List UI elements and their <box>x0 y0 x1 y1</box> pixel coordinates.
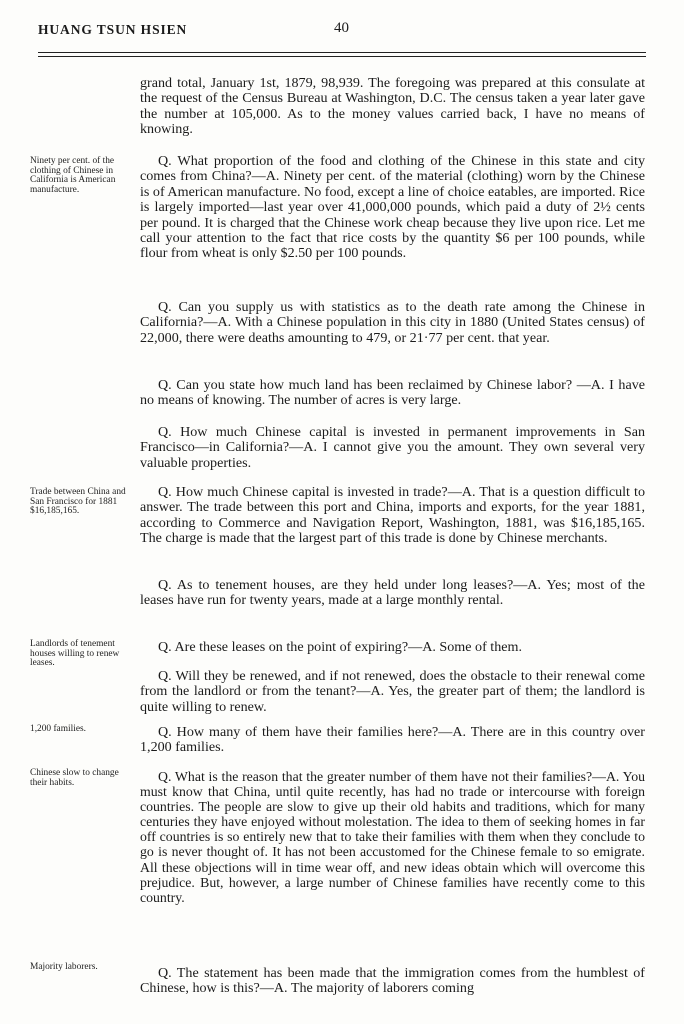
paragraph-capital-trade: Q. How much Chinese capital is invested in trade?—A. That is a question difficult to answer. The trade between this port and China, imports and exports, for the year 1881, according to Commerce and Navigation Report, Washington, 1881, was $16,185,165. The charge is made that the largest part of this trade is done by Chinese merchants. <box>140 484 645 547</box>
paragraph-renewal: Q. Will they be renewed, and if not renewed, does the obstacle to their renewal come from the landlord or from the tenant?—A. Yes, the greater part of them; the landlord is quite willing to renew. <box>140 668 645 715</box>
paragraph-death-rate: Q. Can you supply us with statistics as to the death rate among the Chinese in California?—A. With a Chinese population in this city in 1880 (United States census) of 22,000, there were deaths amounting to 479, or 21·77 per cent. that year. <box>140 299 645 346</box>
header-rule-bottom <box>38 56 646 57</box>
paragraph-capital-improvements: Q. How much Chinese capital is invested in permanent improvements in San Francisco—in California?—A. I cannot give you the amount. They own several very valuable properties. <box>140 424 645 471</box>
paragraph-land-reclaimed: Q. Can you state how much land has been reclaimed by Chinese labor? —A. I have no means of knowing. The number of acres is very large. <box>140 377 645 409</box>
margin-note-habits: Chinese slow to change their habits. <box>30 768 119 788</box>
page-number: 40 <box>334 20 349 36</box>
margin-note-families: 1,200 families. <box>30 724 86 734</box>
paragraph-census-total: grand total, January 1st, 1879, 98,939. The foregoing was prepared at this consulate at the request of the Census Bureau at Washington, D.C. The census taken a year later gave the number at 105,000. As to the money values carried back, I have no means of knowing. <box>140 75 645 138</box>
margin-note-clothing: Ninety per cent. of the clothing of Chinese in California is American manufacture. <box>30 156 116 195</box>
paragraph-food-clothing: Q. What proportion of the food and clothing of the Chinese in this state and city comes from China?—A. Ninety per cent. of the material (clothing) worn by the Chinese is of American manufacture. No food, except a line of choice eatables, are imported. Rice is largely imported—last year over 41,000,000 pounds, which paid a duty of 2½ cents per pound. It is charged that the Chinese work cheap because they live upon rice. Let me call your attention to the fact that rice costs by the quantity $6 per 100 pounds, while flour from wheat is only $2.50 per 100 pounds. <box>140 153 645 262</box>
page-header <box>38 18 648 40</box>
paragraph-families-here: Q. How many of them have their families here?—A. There are in this country over 1,200 families. <box>140 724 645 756</box>
paragraph-immigration: Q. The statement has been made that the immigration comes from the humblest of Chinese, how is this?—A. The majority of laborers coming <box>140 965 645 997</box>
running-title: HUANG TSUN HSIEN <box>38 22 188 37</box>
margin-note-trade: Trade between China and San Francisco for 1881 $16,185,165. <box>30 487 126 517</box>
header-rule-top <box>38 52 646 53</box>
margin-note-landlords: Landlords of tenement houses willing to renew leases. <box>30 639 120 669</box>
margin-note-laborers: Majority laborers. <box>30 962 98 972</box>
paragraph-leases-expiring: Q. Are these leases on the point of expiring?—A. Some of them. <box>158 639 523 655</box>
paragraph-families-reason: Q. What is the reason that the greater number of them have not their families?—A. You must know that China, until quite recently, has had no trade or intercourse with foreign countries. The people are slow to give up their old habits and traditions, which for many centuries they have enjoyed without molestation. The idea to them of seeking homes in far off countries is so entirely new that to take their families with them when they conclude to go is never thought of. It has not been accustomed for the Chinese female to so emigrate. All these objections will in time wear off, and new ideas obtain which will overcome this prejudice. But, however, a large number of Chinese families have recently come to this country. <box>140 769 645 905</box>
paragraph-tenement-leases: Q. As to tenement houses, are they held under long leases?—A. Yes; most of the leases have run for twenty years, made at a large monthly rental. <box>140 577 645 609</box>
